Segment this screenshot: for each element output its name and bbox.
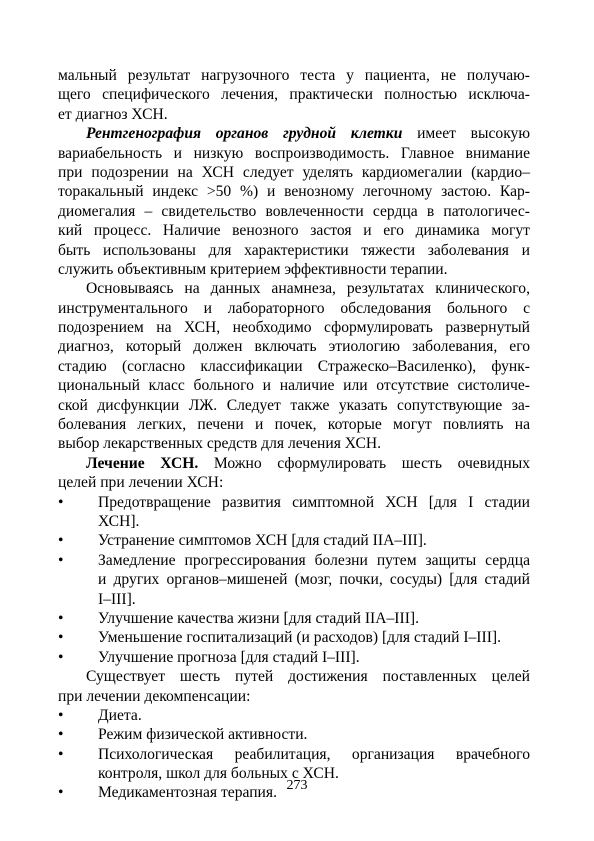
text-line: стадию (согласно классификации Стражеско–Василенко), функ- [58, 357, 530, 375]
list-item [58, 706, 530, 725]
text-line: инструментального и лабораторного обследования больного с [58, 299, 530, 317]
text-line: быть использованы для характеристики тяжести заболевания и [58, 241, 530, 259]
text-line: Улучшение прогноза [для стадий I–III]. [98, 648, 360, 666]
text-line: щего специфического лечения, практически полностью исключа- [58, 86, 530, 104]
text-line: Уменьшение госпитализаций (и расходов) [для стадий I–III]. [98, 629, 501, 647]
bullet-icon: • [58, 551, 64, 569]
text-line: диомегалия – свидетельство вовлеченности сердца в патологичес- [58, 202, 530, 220]
goals-list [58, 493, 530, 668]
text-line: диагноз, который должен включать этиологию заболевания, его [58, 338, 530, 356]
text-line: Устранение симптомов ХСН [для стадий IIА–III]. [98, 532, 427, 550]
paragraph [58, 66, 530, 124]
text-line: Лечение ХСН. Можно сформулировать шесть очевидных [86, 454, 530, 472]
bullet-icon: • [58, 609, 64, 627]
bullet-icon: • [58, 726, 64, 744]
text-line: и других органов–мишеней (мозг, почки, сосуды) [для стадий [98, 571, 530, 589]
paragraph [58, 454, 530, 493]
text-line: при подозрении на ХСН следует уделять кардиомегалии (кардио– [58, 163, 530, 181]
text-line: контроля, школ для больных с ХСН. [98, 765, 339, 783]
list-item [58, 531, 530, 550]
list-item [58, 648, 530, 667]
text-line: ет диагноз ХСН. [58, 105, 168, 123]
bullet-icon: • [58, 532, 64, 550]
bullet-icon: • [58, 629, 64, 647]
paragraph [58, 667, 530, 706]
text-line: вариабельность и низкую воспроизводимость. Главное внимание [58, 144, 530, 162]
section-heading: Лечение ХСН. [86, 454, 199, 472]
text-line: подозрением на ХСН, необходимо сформулировать развернутый [58, 319, 530, 337]
text-line: циональный класс больного и наличие или отсутствие систоличе- [58, 377, 530, 395]
text-line: ХСН]. [98, 512, 140, 530]
paragraph [58, 279, 530, 454]
text-line: Медикаментозная терапия. [98, 784, 277, 802]
text-line: Замедление прогрессирования болезни путем защиты сердца [98, 551, 530, 569]
text-line: болевания легких, печени и почек, которые могут повлиять на [58, 416, 530, 434]
list-item [58, 628, 530, 647]
list-item [58, 725, 530, 744]
emphasis-term: Рентгенография органов грудной клетки [86, 125, 403, 143]
text-line: выбор лекарственных средств для лечения ХСН. [58, 435, 382, 453]
text-line: торакальный индекс >50 %) и венозному легочному застою. Кар- [58, 183, 530, 201]
page-number: 273 [286, 778, 308, 793]
text-line: Диета. [98, 706, 142, 724]
bullet-icon: • [58, 784, 64, 802]
text-line: при лечении декомпенсации: [58, 687, 251, 705]
text-line: I–III]. [98, 590, 136, 608]
text-line: Предотвращение развития симптомной ХСН [для I стадии [98, 493, 530, 511]
text-line: Улучшение качества жизни [для стадий IIА–III]. [98, 609, 419, 627]
text-line: мальный результат нагрузочного теста у пациента, не получаю- [58, 67, 530, 84]
text-line: Существует шесть путей достижения поставленных целей [86, 668, 530, 686]
text-line: Рентгенография органов грудной клетки имеет высокую [86, 125, 530, 143]
list-item [58, 493, 530, 532]
text-line: служить объективным критерием эффективности терапии. [58, 260, 448, 278]
text-line: Режим физической активности. [98, 726, 308, 744]
text-line: кий процесс. Наличие венозного застоя и его динамика могут [58, 222, 530, 240]
bullet-icon: • [58, 745, 64, 763]
bullet-icon: • [58, 706, 64, 724]
page-text [58, 66, 530, 803]
list-item [58, 551, 530, 609]
list-item [58, 609, 530, 628]
text-line: Психологическая реабилитация, организация врачебного [98, 745, 530, 763]
text-line: целей при лечении ХСН: [58, 474, 224, 492]
text-line: ской дисфункции ЛЖ. Следует также указать сопутствующие за- [58, 396, 530, 414]
paragraph [58, 124, 530, 279]
bullet-icon: • [58, 648, 64, 666]
text-line: Основываясь на данных анамнеза, результатах клинического, [86, 280, 530, 298]
bullet-icon: • [58, 493, 64, 511]
